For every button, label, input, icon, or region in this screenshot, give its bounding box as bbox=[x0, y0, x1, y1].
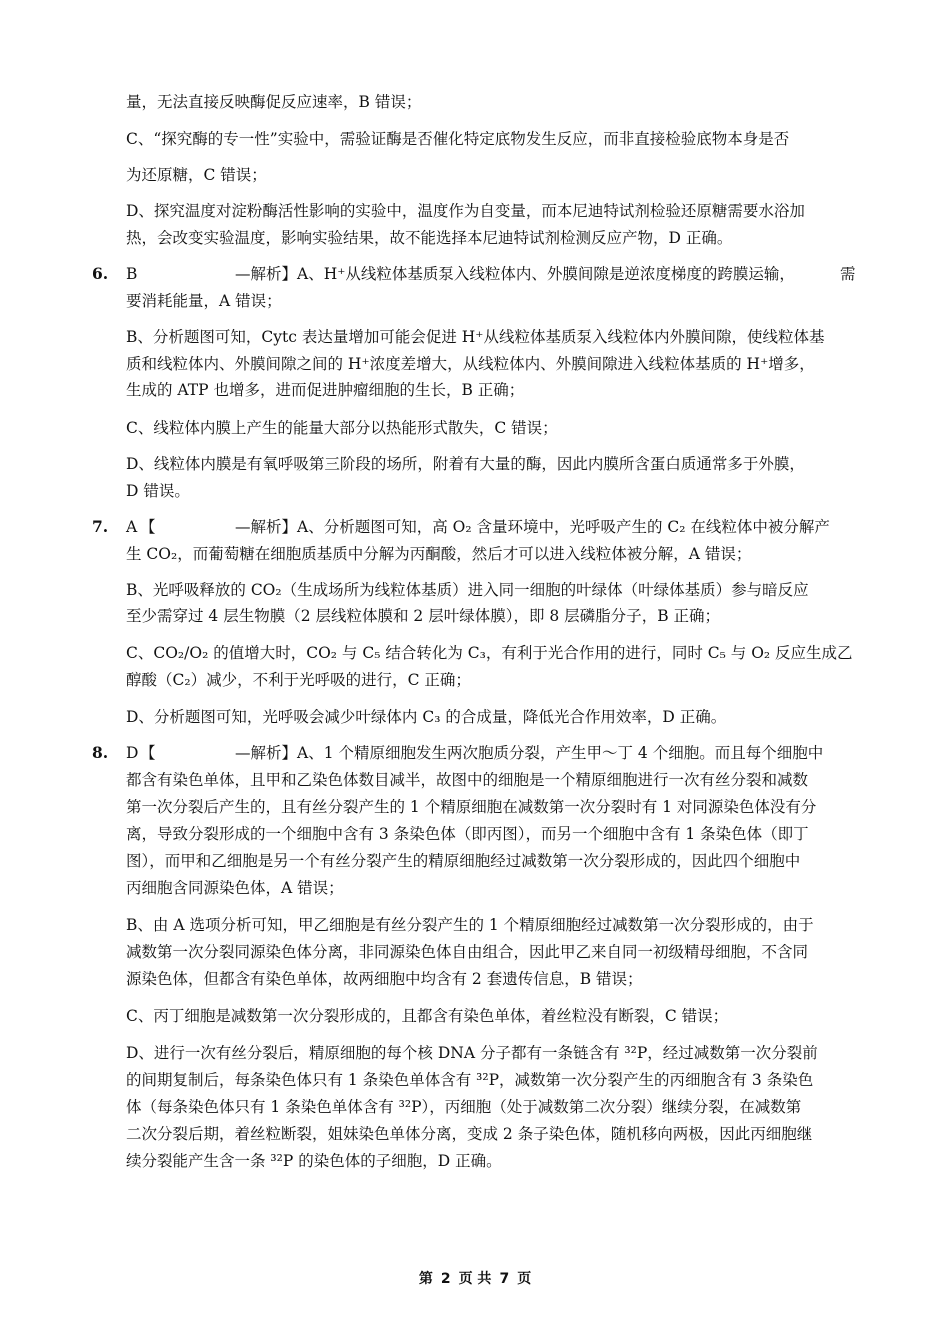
bracket: 【 bbox=[140, 518, 156, 536]
text-line: 二次分裂后期，着丝粒断裂，姐妹染色单体分离，变成 2 条子染色体，随机移向两极，因此丙细胞继 bbox=[126, 1125, 813, 1143]
question-answer: B bbox=[126, 265, 138, 283]
question-number: 6. bbox=[92, 264, 109, 283]
page-mid: 页 共 bbox=[458, 1271, 492, 1287]
text-line: 的间期复制后，每条染色体只有 1 条染色单体含有 ³²P，减数第一次分裂产生的丙细胞含有 3 条染色 bbox=[126, 1071, 814, 1089]
text-line: C、线粒体内膜上产生的能量大部分以热能形式散失，C 错误； bbox=[126, 419, 558, 437]
page-number: 2 bbox=[440, 1271, 451, 1287]
analysis-label: —解析】A、分析题图可知，高 O₂ 含量环境中，光呼吸产生的 C₂ 在线粒体中被分解产 bbox=[235, 518, 830, 536]
bracket: 【 bbox=[140, 744, 156, 762]
text-line: 量，无法直接反映酶促反应速率，B 错误； bbox=[126, 93, 422, 111]
text-line: 热，会改变实验温度，影响实验结果，故不能选择本尼迪特试剂检测反应产物，D 正确。 bbox=[126, 229, 733, 247]
text-line: D 错误。 bbox=[126, 482, 190, 500]
text-line: B、由 A 选项分析可知，甲乙细胞是有丝分裂产生的 1 个精原细胞经过减数第一次分裂形成的，由于 bbox=[126, 916, 814, 934]
text-line: 生 CO₂，而葡萄糖在细胞质基质中分解为丙酮酸，然后才可以进入线粒体被分解，A 错误； bbox=[126, 545, 752, 563]
text-line: 至少需穿过 4 层生物膜（2 层线粒体膜和 2 层叶绿体膜），即 8 层磷脂分子，B 正确； bbox=[126, 607, 721, 625]
text-line: 需 bbox=[840, 265, 856, 283]
text-line: C、CO₂/O₂ 的值增大时，CO₂ 与 C₅ 结合转化为 C₃，有利于光合作用的进行，同时 C₅ 与 O₂ 反应生成乙 bbox=[126, 644, 853, 662]
text-line: 图），而甲和乙细胞是另一个有丝分裂产生的精原细胞经过减数第一次分裂形成的，因此四个细胞中 bbox=[126, 852, 801, 870]
text-line: 续分裂能产生含一条 ³²P 的染色体的子细胞，D 正确。 bbox=[126, 1152, 502, 1170]
question-answer: A bbox=[126, 518, 138, 536]
text-line: 源染色体，但都含有染色单体，故两细胞中均含有 2 套遗传信息，B 错误； bbox=[126, 970, 643, 988]
page-suffix: 页 bbox=[517, 1271, 532, 1287]
text-line: 离，导致分裂形成的一个细胞中含有 3 条染色体（即丙图），而另一个细胞中含有 1 条染色体（即丁 bbox=[126, 825, 809, 843]
page-total: 7 bbox=[499, 1271, 510, 1287]
text-line: D、线粒体内膜是有氧呼吸第三阶段的场所，附着有大量的酶，因此内膜所含蛋白质通常多于外膜， bbox=[126, 455, 805, 473]
text-line: 为还原糖，C 错误； bbox=[126, 166, 267, 184]
question-answer: D bbox=[126, 744, 139, 762]
page-footer bbox=[0, 1268, 950, 1288]
text-line: 生成的 ATP 也增多，进而促进肿瘤细胞的生长，B 正确； bbox=[126, 381, 525, 399]
text-line: B、光呼吸释放的 CO₂（生成场所为线粒体基质）进入同一细胞的叶绿体（叶绿体基质）参与暗反应 bbox=[126, 581, 809, 599]
text-line: 体（每条染色体只有 1 条染色单体含有 ³²P），丙细胞（处于减数第二次分裂）继续分裂，在减数第 bbox=[126, 1098, 802, 1116]
text-line: D、分析题图可知，光呼吸会减少叶绿体内 C₃ 的合成量，降低光合作用效率，D 正确。 bbox=[126, 708, 727, 726]
text-line: 质和线粒体内、外膜间隙之间的 H⁺浓度差增大，从线粒体内、外膜间隙进入线粒体基质的 H⁺增多， bbox=[126, 355, 815, 373]
question-number: 8. bbox=[92, 743, 109, 762]
text-line: 减数第一次分裂同源染色体分离，非同源染色体自由组合，因此甲乙来自同一初级精母细胞，不含同 bbox=[126, 943, 809, 961]
text-line: D、进行一次有丝分裂后，精原细胞的每个核 DNA 分子都有一条链含有 ³²P，经过减数第一次分裂前 bbox=[126, 1044, 818, 1062]
analysis-label: —解析】A、1 个精原细胞发生两次胞质分裂，产生甲～丁 4 个细胞。而且每个细胞中 bbox=[235, 744, 824, 762]
question-number: 7. bbox=[92, 517, 109, 536]
text-line: 醇酸（C₂）减少，不利于光呼吸的进行，C 正确； bbox=[126, 671, 471, 689]
text-line: D、探究温度对淀粉酶活性影响的实验中，温度作为自变量，而本尼迪特试剂检验还原糖需要水浴加 bbox=[126, 202, 805, 220]
analysis-label: —解析】A、H⁺从线粒体基质泵入线粒体内、外膜间隙是逆浓度梯度的跨膜运输， bbox=[235, 265, 795, 283]
text-line: C、“探究酶的专一性”实验中，需验证酶是否催化特定底物发生反应，而非直接检验底物本身是否 bbox=[126, 130, 790, 148]
text-line: C、丙丁细胞是减数第一次分裂形成的，且都含有染色单体，着丝粒没有断裂，C 错误； bbox=[126, 1007, 729, 1025]
text-line: 第一次分裂后产生的，且有丝分裂产生的 1 个精原细胞在减数第一次分裂时有 1 对同源染色体没有分 bbox=[126, 798, 817, 816]
text-line: B、分析题图可知，Cytc 表达量增加可能会促进 H⁺从线粒体基质泵入线粒体内外膜间隙，使线粒体基 bbox=[126, 328, 825, 346]
text-line: 都含有染色单体，且甲和乙染色体数目减半，故图中的细胞是一个精原细胞进行一次有丝分裂和减数 bbox=[126, 771, 809, 789]
page-prefix: 第 bbox=[418, 1271, 433, 1287]
text-line: 丙细胞含同源染色体，A 错误； bbox=[126, 879, 344, 897]
text-line: 要消耗能量，A 错误； bbox=[126, 292, 282, 310]
